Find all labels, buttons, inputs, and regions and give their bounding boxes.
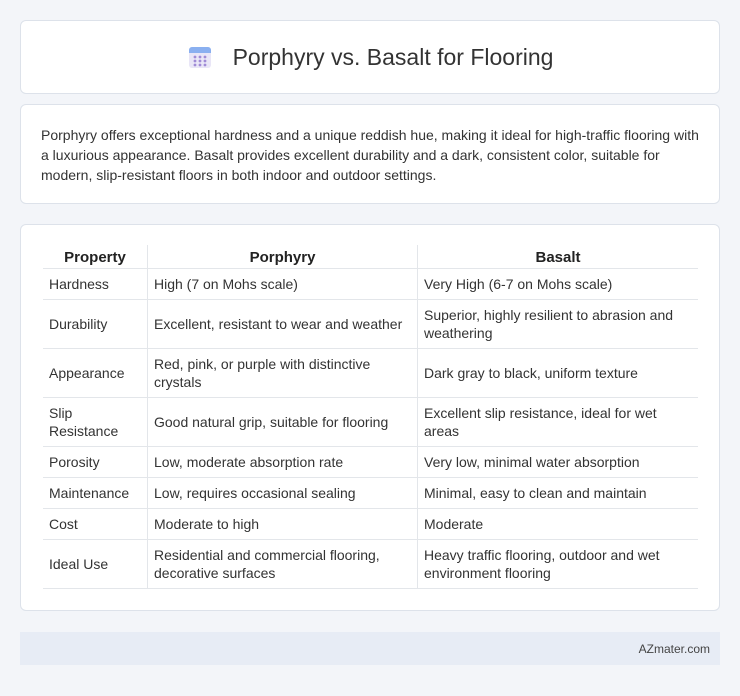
intro-card xyxy=(20,104,720,204)
intro-text: Porphyry offers exceptional hardness and a unique reddish hue, making it ideal for high-traffic flooring with a luxurious appearance. Basalt provides excellent durability and a dark, consistent color, suitable for modern, slip-resistant floors in both indoor and outdoor settings. xyxy=(41,127,699,183)
header-property: Property xyxy=(43,245,148,269)
cell-basalt: Excellent slip resistance, ideal for wet areas xyxy=(418,398,698,447)
calendar-icon xyxy=(187,44,213,70)
cell-property: Porosity xyxy=(43,447,148,478)
cell-property: Ideal Use xyxy=(43,540,148,589)
cell-basalt: Dark gray to black, uniform texture xyxy=(418,349,698,398)
cell-property: Cost xyxy=(43,509,148,540)
header-porphyry: Porphyry xyxy=(148,245,418,269)
cell-basalt: Very low, minimal water absorption xyxy=(418,447,698,478)
table-row xyxy=(43,509,698,540)
footer-site-link[interactable]: AZmater.com xyxy=(638,641,710,656)
cell-basalt: Minimal, easy to clean and maintain xyxy=(418,478,698,509)
cell-property: Slip Resistance xyxy=(43,398,148,447)
comparison-table-card xyxy=(20,224,720,611)
cell-porphyry: Low, requires occasional sealing xyxy=(148,478,418,509)
table-row xyxy=(43,269,698,300)
cell-basalt: Superior, highly resilient to abrasion and weathering xyxy=(418,300,698,349)
cell-basalt: Heavy traffic flooring, outdoor and wet environment flooring xyxy=(418,540,698,589)
table-header-row xyxy=(43,245,698,269)
comparison-table xyxy=(43,245,698,589)
page-title: Porphyry vs. Basalt for Flooring xyxy=(232,43,554,70)
header-basalt: Basalt xyxy=(418,245,698,269)
table-row xyxy=(43,398,698,447)
cell-property: Hardness xyxy=(43,269,148,300)
cell-porphyry: High (7 on Mohs scale) xyxy=(148,269,418,300)
cell-porphyry: Moderate to high xyxy=(148,509,418,540)
title-wrap xyxy=(187,44,554,71)
cell-property: Appearance xyxy=(43,349,148,398)
cell-basalt: Very High (6-7 on Mohs scale) xyxy=(418,269,698,300)
table-row xyxy=(43,540,698,589)
table-row xyxy=(43,447,698,478)
table-row xyxy=(43,478,698,509)
cell-porphyry: Red, pink, or purple with distinctive crystals xyxy=(148,349,418,398)
cell-porphyry: Low, moderate absorption rate xyxy=(148,447,418,478)
table-row xyxy=(43,349,698,398)
table-row xyxy=(43,300,698,349)
cell-property: Durability xyxy=(43,300,148,349)
cell-porphyry: Good natural grip, suitable for flooring xyxy=(148,398,418,447)
cell-porphyry: Residential and commercial flooring, decorative surfaces xyxy=(148,540,418,589)
cell-basalt: Moderate xyxy=(418,509,698,540)
title-card xyxy=(20,20,720,94)
footer xyxy=(20,632,720,665)
cell-property: Maintenance xyxy=(43,478,148,509)
cell-porphyry: Excellent, resistant to wear and weather xyxy=(148,300,418,349)
